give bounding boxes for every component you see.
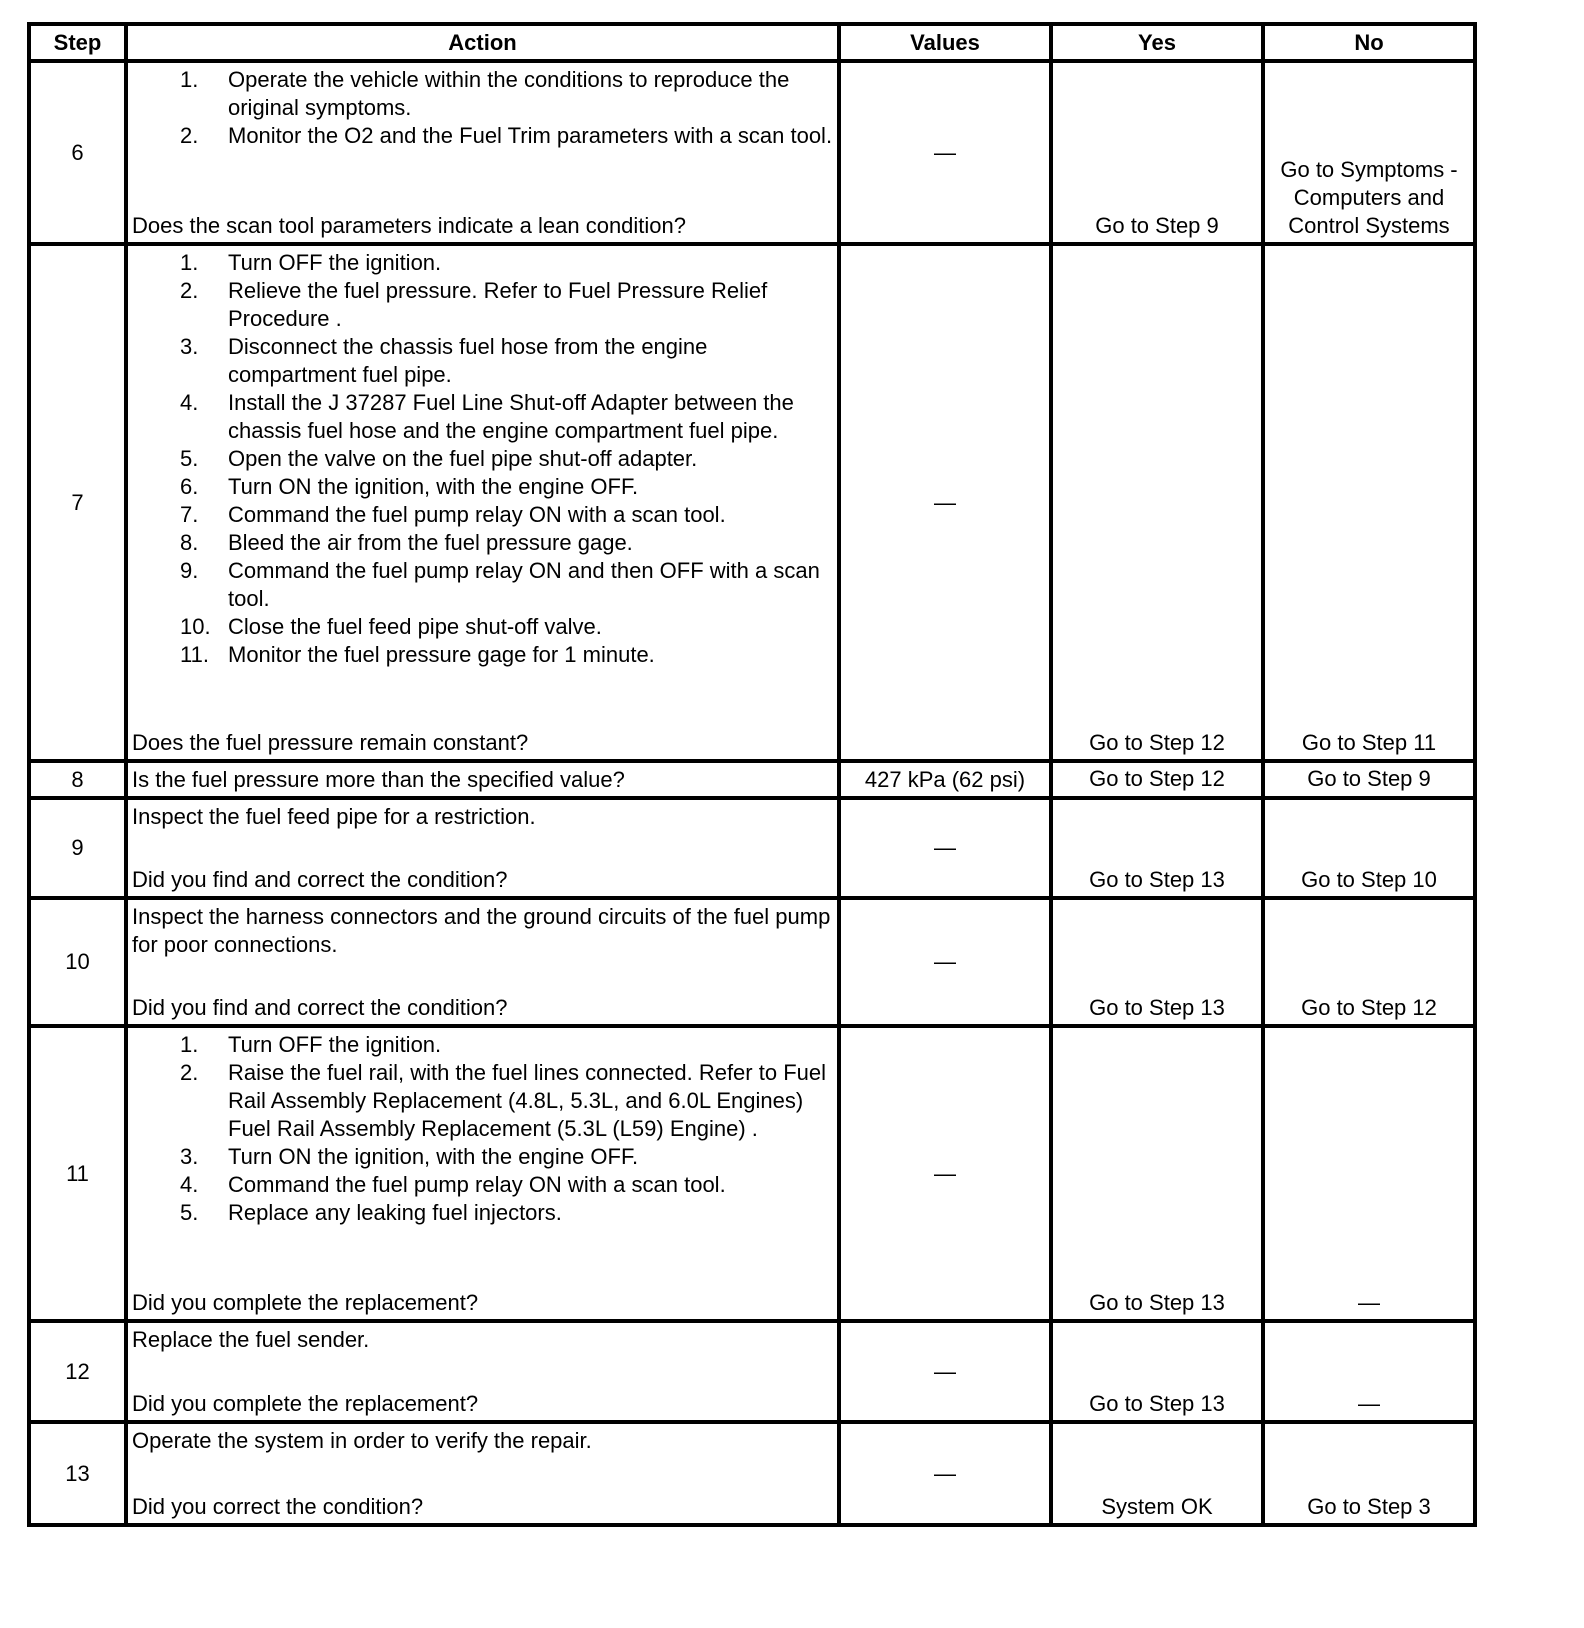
action-question: Did you find and correct the condition? [132,995,508,1020]
step-number: 3. [180,334,199,359]
no-cell: Go to Step 10 [1263,798,1475,898]
action-step [132,473,833,501]
action-step [132,249,833,277]
action-content [128,763,837,796]
action-content [128,63,837,242]
action-cell [126,1321,839,1422]
action-step [132,641,833,669]
table-row [29,61,1475,244]
step-number: 4. [180,1172,199,1197]
action-cell [126,1422,839,1525]
step-text: Monitor the O2 and the Fuel Trim parameters with a scan tool. [228,123,833,148]
table-row [29,898,1475,1026]
step-text: Command the fuel pump relay ON with a scan tool. [228,1172,726,1197]
step-number: 1. [180,250,199,275]
action-question: Did you complete the replacement? [132,1391,479,1416]
action-top [132,1031,833,1227]
step-cell: 6 [29,61,126,244]
action-text: Operate the system in order to verify the repair. [132,1428,592,1453]
step-text: Bleed the air from the fuel pressure gage. [228,530,633,555]
action-step [132,1199,833,1227]
step-text: Install the J 37287 Fuel Line Shut-off Adapter between the chassis fuel hose and the engine compartment fuel pipe. [228,390,794,443]
no-cell: — [1263,1026,1475,1321]
table-row [29,1026,1475,1321]
step-text: Open the valve on the fuel pipe shut-off adapter. [228,446,698,471]
table-row [29,244,1475,761]
action-content [128,900,837,1024]
values-cell: — [839,1026,1051,1321]
step-cell: 13 [29,1422,126,1525]
table-row [29,761,1475,798]
step-number: 5. [180,1200,199,1225]
action-steps-list [132,249,833,669]
header-step: Step [29,24,126,61]
action-step [132,1031,833,1059]
no-cell: Go to Step 9 [1263,761,1475,798]
action-top [132,803,833,831]
action-cell [126,798,839,898]
step-text: Turn OFF the ignition. [228,1032,442,1057]
table-row [29,1422,1475,1525]
step-number: 3. [180,1144,199,1169]
action-question: Does the scan tool parameters indicate a lean condition? [132,213,687,238]
no-cell: — [1263,1321,1475,1422]
header-action: Action [126,24,839,61]
values-cell: — [839,898,1051,1026]
action-step [132,277,833,333]
action-cell [126,761,839,798]
action-cell [126,898,839,1026]
step-number: 2. [180,123,199,148]
values-cell: — [839,61,1051,244]
step-number: 5. [180,446,199,471]
values-cell: 427 kPa (62 psi) [839,761,1051,798]
action-text: Inspect the fuel feed pipe for a restriction. [132,804,536,829]
step-text: Command the fuel pump relay ON and then OFF with a scan tool. [228,558,820,611]
action-steps-list [132,1031,833,1227]
action-content [128,1028,837,1319]
action-question: Did you find and correct the condition? [132,867,508,892]
step-number: 11. [180,642,209,667]
header-row [29,24,1475,61]
action-question: Does the fuel pressure remain constant? [132,730,529,755]
step-number: 2. [180,1060,199,1085]
step-number: 10. [180,614,211,639]
yes-cell: Go to Step 13 [1051,1321,1263,1422]
action-text: Inspect the harness connectors and the ground circuits of the fuel pump for poor connections. [132,904,831,957]
no-cell: Go to Step 11 [1263,244,1475,761]
action-step [132,445,833,473]
values-cell: — [839,798,1051,898]
step-number: 6. [180,474,199,499]
yes-cell: Go to Step 13 [1051,898,1263,1026]
action-content [128,1323,837,1420]
step-cell: 10 [29,898,126,1026]
yes-cell: Go to Step 12 [1051,761,1263,798]
action-text: Is the fuel pressure more than the specified value? [132,767,625,792]
step-cell: 12 [29,1321,126,1422]
header-yes: Yes [1051,24,1263,61]
action-cell [126,61,839,244]
action-top [132,249,833,669]
values-cell: — [839,1422,1051,1525]
action-cell [126,244,839,761]
action-step [132,333,833,389]
action-top [132,1326,833,1354]
action-top [132,903,833,959]
table-row [29,798,1475,898]
action-step [132,389,833,445]
step-text: Operate the vehicle within the conditions to reproduce the original symptoms. [228,67,790,120]
action-step [132,1171,833,1199]
action-question: Did you correct the condition? [132,1494,424,1519]
action-step [132,501,833,529]
no-cell: Go to Step 12 [1263,898,1475,1026]
header-values: Values [839,24,1051,61]
action-question: Did you complete the replacement? [132,1290,479,1315]
step-number: 7. [180,502,199,527]
no-cell: Go to Symptoms - Computers and Control Systems [1263,61,1475,244]
yes-cell: System OK [1051,1422,1263,1525]
action-content [128,246,837,759]
action-steps-list [132,66,833,150]
diagnostic-table [27,22,1477,1527]
yes-cell: Go to Step 9 [1051,61,1263,244]
step-text: Close the fuel feed pipe shut-off valve. [228,614,602,639]
action-content [128,800,837,896]
step-text: Command the fuel pump relay ON with a scan tool. [228,502,726,527]
action-top [132,66,833,150]
action-step [132,122,833,150]
step-cell: 9 [29,798,126,898]
yes-cell: Go to Step 13 [1051,798,1263,898]
step-text: Turn ON the ignition, with the engine OFF. [228,1144,639,1169]
step-text: Disconnect the chassis fuel hose from the engine compartment fuel pipe. [228,334,708,387]
action-cell [126,1026,839,1321]
step-text: Turn ON the ignition, with the engine OFF. [228,474,639,499]
yes-cell: Go to Step 13 [1051,1026,1263,1321]
step-text: Replace any leaking fuel injectors. [228,1200,562,1225]
yes-cell: Go to Step 12 [1051,244,1263,761]
step-text: Monitor the fuel pressure gage for 1 minute. [228,642,655,667]
header-no: No [1263,24,1475,61]
table-row [29,1321,1475,1422]
action-step [132,529,833,557]
values-cell: — [839,1321,1051,1422]
action-step [132,613,833,641]
action-text: Replace the fuel sender. [132,1327,370,1352]
step-number: 9. [180,558,199,583]
step-cell: 8 [29,761,126,798]
step-number: 1. [180,67,199,92]
step-number: 1. [180,1032,199,1057]
step-text: Relieve the fuel pressure. Refer to Fuel Pressure Relief Procedure . [228,278,768,331]
step-number: 2. [180,278,199,303]
step-number: 8. [180,530,199,555]
step-number: 4. [180,390,199,415]
values-cell: — [839,244,1051,761]
action-step [132,1059,833,1143]
action-step [132,66,833,122]
action-top [132,1427,833,1455]
action-step [132,1143,833,1171]
step-text: Turn OFF the ignition. [228,250,442,275]
action-content [128,1424,837,1523]
step-text: Raise the fuel rail, with the fuel lines connected. Refer to Fuel Rail Assembly Replacement (4.8L, 5.3L, and 6.0L Engines) Fuel Rail Assembly Replacement (5.3L (L59) Engine) . [228,1060,826,1141]
step-cell: 11 [29,1026,126,1321]
no-cell: Go to Step 3 [1263,1422,1475,1525]
action-top [132,766,833,794]
action-step [132,557,833,613]
step-cell: 7 [29,244,126,761]
